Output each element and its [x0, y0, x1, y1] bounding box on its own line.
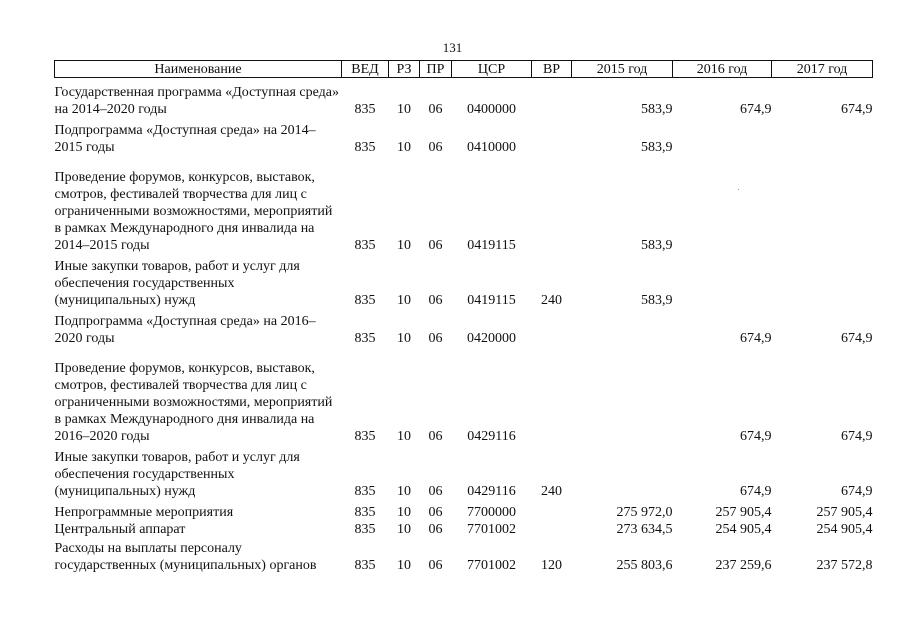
- cell-csr: 7701002: [467, 522, 516, 537]
- table-row: [55, 156, 873, 254]
- cell-rz: 10: [397, 293, 411, 308]
- cell-pr: 06: [428, 140, 443, 155]
- header-2016: 2016 год: [673, 61, 772, 78]
- table-row: [55, 521, 873, 538]
- cell-ved: 835: [354, 238, 376, 253]
- cell-pr: 06: [428, 102, 443, 117]
- cell-name: Подпрограмма «Доступная среда» на 2016–2020 годы: [54, 314, 316, 346]
- cell-y2017: [772, 156, 873, 254]
- cell-y2016: 674,9: [740, 331, 772, 346]
- cell-csr: 7700000: [467, 505, 516, 520]
- table-row: [55, 347, 873, 445]
- cell-rz: 10: [397, 484, 411, 499]
- cell-y2015: 275 972,0: [616, 505, 673, 520]
- cell-csr: 0429116: [467, 429, 516, 444]
- cell-y2016: 237 259,6: [715, 558, 772, 573]
- cell-y2015: 255 803,6: [616, 558, 673, 573]
- cell-rz: 10: [397, 140, 411, 155]
- cell-y2016: [673, 118, 772, 156]
- table-row: [55, 78, 873, 119]
- cell-rz: 10: [397, 102, 411, 117]
- budget-table: [54, 60, 873, 574]
- table-row: [55, 254, 873, 309]
- cell-y2017: 674,9: [841, 331, 873, 346]
- cell-y2015: 273 634,5: [616, 522, 673, 537]
- cell-rz: 10: [397, 505, 411, 520]
- page-number: 131: [442, 40, 463, 55]
- cell-rz: 10: [397, 238, 411, 253]
- cell-y2017: 254 905,4: [816, 522, 873, 537]
- cell-y2017: 237 572,8: [816, 558, 873, 573]
- cell-pr: 06: [428, 331, 443, 346]
- table-row: [55, 538, 873, 574]
- cell-pr: 06: [428, 293, 443, 308]
- cell-y2017: 257 905,4: [816, 505, 873, 520]
- cell-y2016: [673, 254, 772, 309]
- cell-csr: 0419115: [467, 238, 516, 253]
- cell-y2017: [772, 254, 873, 309]
- cell-pr: 06: [428, 484, 443, 499]
- table-row: [55, 445, 873, 500]
- cell-vr: 240: [541, 293, 562, 308]
- cell-y2015: [572, 445, 673, 500]
- cell-y2016: [673, 156, 772, 254]
- header-vr: ВР: [532, 61, 572, 78]
- cell-y2017: 674,9: [841, 484, 873, 499]
- header-2017: 2017 год: [772, 61, 873, 78]
- cell-y2017: 674,9: [841, 429, 873, 444]
- cell-rz: 10: [397, 558, 411, 573]
- cell-name: Центральный аппарат: [54, 522, 186, 537]
- cell-vr: 120: [541, 558, 562, 573]
- cell-csr: 0410000: [467, 140, 516, 155]
- cell-vr: [532, 347, 572, 445]
- header-name: Наименование: [55, 61, 342, 78]
- cell-vr: [532, 309, 572, 347]
- cell-pr: 06: [428, 505, 443, 520]
- cell-vr: [532, 521, 572, 538]
- cell-y2015: 583,9: [641, 140, 673, 155]
- cell-csr: 0429116: [467, 484, 516, 499]
- cell-y2015: 583,9: [641, 102, 673, 117]
- cell-rz: 10: [397, 331, 411, 346]
- cell-y2016: 674,9: [740, 429, 772, 444]
- cell-name: Государственная программа «Доступная среда» на 2014–2020 годы: [54, 85, 339, 117]
- cell-pr: 06: [428, 522, 443, 537]
- cell-name: Иные закупки товаров, работ и услуг для обеспечения государственных (муниципальных) нужд: [54, 259, 300, 308]
- cell-y2016: 674,9: [740, 484, 772, 499]
- cell-csr: 0419115: [467, 293, 516, 308]
- header-ved: ВЕД: [342, 61, 389, 78]
- cell-ved: 835: [354, 558, 376, 573]
- cell-ved: 835: [354, 484, 376, 499]
- cell-ved: 835: [354, 293, 376, 308]
- cell-vr: [532, 500, 572, 521]
- cell-vr: [532, 156, 572, 254]
- cell-csr: 0400000: [467, 102, 516, 117]
- cell-name: Проведение форумов, конкурсов, выставок, смотров, фестивалей творчества для лиц с ограниченными возможностями, мероприятий в рамках Международного дня инвалида на 2014–2015 годы: [54, 170, 333, 253]
- cell-ved: 835: [354, 102, 376, 117]
- cell-rz: 10: [397, 522, 411, 537]
- cell-ved: 835: [354, 429, 376, 444]
- cell-csr: 7701002: [467, 558, 516, 573]
- cell-name: Подпрограмма «Доступная среда» на 2014–2015 годы: [54, 123, 316, 155]
- cell-y2017: 674,9: [841, 102, 873, 117]
- cell-y2016: 674,9: [740, 102, 772, 117]
- header-2015: 2015 год: [572, 61, 673, 78]
- cell-y2015: [572, 347, 673, 445]
- cell-rz: 10: [397, 429, 411, 444]
- cell-y2017: [772, 118, 873, 156]
- cell-y2016: 257 905,4: [715, 505, 772, 520]
- table-row: [55, 118, 873, 156]
- cell-y2015: [572, 309, 673, 347]
- table-header-row: [55, 61, 873, 78]
- cell-name: Проведение форумов, конкурсов, выставок, смотров, фестивалей творчества для лиц с ограниченными возможностями, мероприятий в рамках Международного дня инвалида на 2016–2020 годы: [54, 361, 333, 444]
- cell-pr: 06: [428, 558, 443, 573]
- cell-name: Непрограммные мероприятия: [54, 505, 234, 520]
- cell-csr: 0420000: [467, 331, 516, 346]
- cell-ved: 835: [354, 140, 376, 155]
- table-row: [55, 309, 873, 347]
- cell-vr: [532, 78, 572, 119]
- cell-pr: 06: [428, 429, 443, 444]
- cell-y2016: 254 905,4: [715, 522, 772, 537]
- cell-vr: [532, 118, 572, 156]
- header-csr: ЦСР: [452, 61, 532, 78]
- table-row: [55, 500, 873, 521]
- cell-pr: 06: [428, 238, 443, 253]
- cell-y2015: 583,9: [641, 238, 673, 253]
- cell-ved: 835: [354, 331, 376, 346]
- cell-name: Иные закупки товаров, работ и услуг для обеспечения государственных (муниципальных) нужд: [54, 450, 300, 499]
- cell-ved: 835: [354, 522, 376, 537]
- header-rz: РЗ: [389, 61, 420, 78]
- table-body: [55, 78, 873, 575]
- cell-y2015: 583,9: [641, 293, 673, 308]
- cell-ved: 835: [354, 505, 376, 520]
- header-pr: ПР: [420, 61, 452, 78]
- cell-name: Расходы на выплаты персоналу государственных (муниципальных) органов: [54, 541, 317, 573]
- cell-vr: 240: [541, 484, 562, 499]
